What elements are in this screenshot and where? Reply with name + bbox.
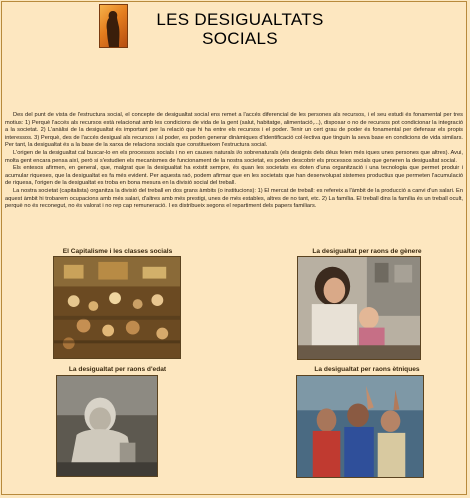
age-photo [56,375,158,477]
page-header [0,0,470,60]
page-title-line-2: SOCIALS [202,29,278,48]
caption-gender: La desigualtat per raons de gènere [312,248,422,255]
paragraph: L'origen de la desigualtat cal buscar-lo en els processos socials i no en causes naturals i/o sobrenaturals (els designis dels déus feien més iques unes persones que altres). Avui, molta gent encara pensa així, però si s'estudien els mecanismes de funcionament de la nostra societat, es poden descobrir els processos socials que generen la desigualtat social. [5,149,463,164]
paragraph: Els entesos afirmen, en general, que, malgrat que la desigualtat ha existit sempre, és quan les societats es doten d'una organització i una tecnologia que permet produir i acumular riqueses, que la desigualtat es fa més evident. Per aquesta raó, podem afirmar que en les societats que han desenvolupat sistemes productius que permeten l'acumulació de riquesa, l'origen de la desigualtat es troba en bona mesura en la divisió social del treball. [5,165,463,187]
caption-ethnic: La desigualtat per raons ètniques [314,366,420,373]
paragraph: La nostra societat (capitalista) organitza la divisió del treball en dos grans àmbits (o institucions): 1) El mercat de treball: es refereix a l'àmbit de la producció a canvi d'un salari. En aquest àmbit hi trobarem ocupacions amb més salari, d'altres amb més prestigi, unes de més estables, altres de no tant, etc. 2) La família. El treball dins la família és un treball ocult, perquè no és reconegut, no és valorat i no rep cap remuneració. I es distribueix segons el repartiment dels papers familiars. [5,187,463,210]
caption-capitalism: El Capitalisme i les classes socials [62,248,173,255]
gender-photo [297,256,421,360]
ethnic-photo [296,375,424,478]
paragraph: Des del punt de vista de l'estructura social, el concepte de desigualtat social ens remet a l'accés diferencial de les persones als recursos, i el seu estudi és fonamental per tres motius: 1) Perquè l'accés als recursos està relacionat amb les condicions de vida de la gent (salut, habitatge, alimentació,...), disposar o no de recursos pot condicionar la integració a la societat. 2) L'anàlisi de la desigualtat és important per la relació que hi ha entre els recursos i el poder. Tenir un cert grau de poder és fonamental per defensar els propis interessos. 3) Perquè, des de l'accés desigual als recursos i al poder, es poden generar dinàmiques d'identificació col·lectiva que tinguin la seva base en condicions de vida similars. Per tant, la desigualtat és a la base de la xarxa de relacions socials que constitueixen l'estructura social. [5,112,463,149]
logo-image [99,4,128,48]
page-title-line-1: LES DESIGUALTATS [156,10,324,29]
capitalism-photo [53,256,181,359]
caption-age: La desigualtat per raons d'edat [68,366,167,373]
article-body [5,112,463,211]
page-title [140,10,340,48]
silhouette-icon [100,5,127,47]
